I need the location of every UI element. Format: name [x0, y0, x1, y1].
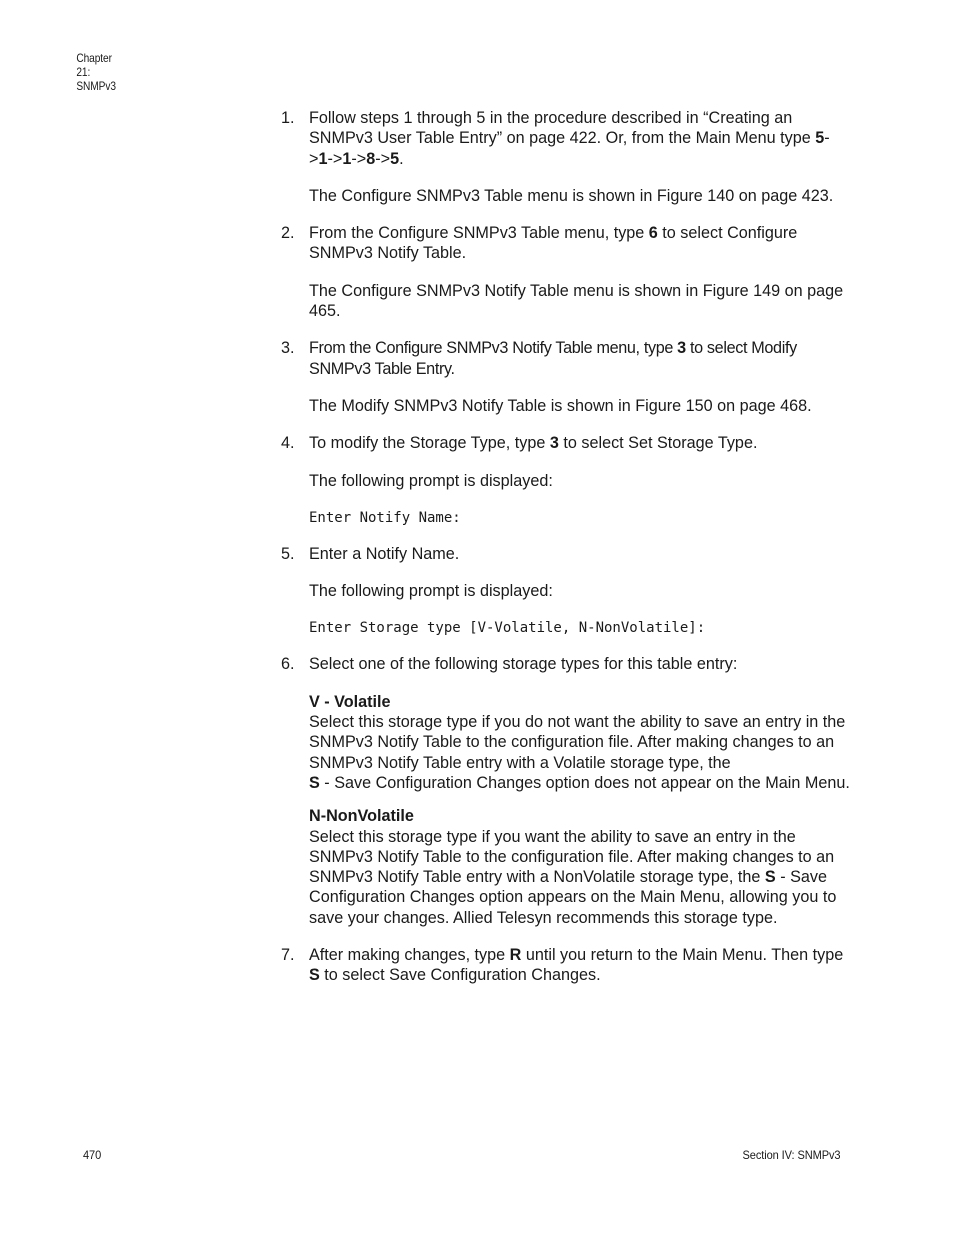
- console-prompt: Enter Storage type [V-Volatile, N-NonVolatile]:: [309, 620, 706, 637]
- option-nonvolatile: [309, 806, 851, 928]
- step-2: [281, 223, 851, 321]
- console-prompt: Enter Notify Name:: [309, 509, 461, 526]
- step-text: From the Configure SNMPv3 Table menu, type 6 to select Configure SNMPv3 Notify Table.: [309, 224, 798, 263]
- step-number: 4.: [281, 434, 295, 453]
- step-text: Follow steps 1 through 5 in the procedure described in “Creating an SNMPv3 User Table Entry” on page 422. Or, from the Main Menu type 5->1->1->8->5.: [309, 109, 830, 168]
- step-number: 3.: [281, 339, 295, 358]
- step-text: Select one of the following storage types for this table entry:: [309, 655, 738, 674]
- step-note: The following prompt is displayed:: [309, 582, 553, 601]
- chapter-title: Chapter 21: SNMPv3: [76, 51, 116, 93]
- step-5: [281, 544, 851, 639]
- step-number: 5.: [281, 544, 295, 563]
- option-description: Select this storage type if you want the ability to save an entry in the SNMPv3 Notify Table to the configuration file. After making changes to an SNMPv3 Notify Table entry with a NonVolatile storage type, the S - Save Configuration Changes option appears on the Main Menu, allowing you to save your changes. Allied Telesyn recommends this storage type.: [309, 827, 837, 927]
- procedure-steps: [281, 108, 851, 1003]
- step-note: The Modify SNMPv3 Notify Table is shown in Figure 150 on page 468.: [309, 396, 812, 415]
- page-number: 470: [83, 1148, 102, 1162]
- step-3: [281, 338, 851, 416]
- step-text: To modify the Storage Type, type 3 to select Set Storage Type.: [309, 434, 758, 453]
- step-6: [281, 654, 851, 928]
- step-text: After making changes, type R until you return to the Main Menu. Then type S to select Save Configuration Changes.: [309, 946, 844, 985]
- option-term: V - Volatile: [309, 692, 391, 711]
- step-note: The Configure SNMPv3 Table menu is shown in Figure 140 on page 423.: [309, 186, 834, 205]
- step-note: The following prompt is displayed:: [309, 471, 553, 490]
- step-number: 6.: [281, 655, 295, 674]
- step-number: 1.: [281, 109, 295, 127]
- section-title: Section IV: SNMPv3: [742, 1148, 840, 1162]
- option-volatile: [309, 692, 851, 793]
- step-7: [281, 945, 851, 986]
- option-description: Select this storage type if you do not want the ability to save an entry in the SNMPv3 Notify Table to the configuration file. After making changes to an SNMPv3 Notify Table entry with a Volatile storage type, the: [309, 713, 846, 772]
- step-number: 7.: [281, 946, 295, 965]
- step-number: 2.: [281, 224, 295, 243]
- option-term: N-NonVolatile: [309, 807, 414, 826]
- step-1: [281, 108, 851, 206]
- step-4: [281, 433, 851, 528]
- step-text: Enter a Notify Name.: [309, 544, 460, 563]
- option-description-cont: S - Save Configuration Changes option does not appear on the Main Menu.: [309, 773, 850, 792]
- step-note: The Configure SNMPv3 Notify Table menu is shown in Figure 149 on page 465.: [309, 281, 844, 321]
- step-text: From the Configure SNMPv3 Notify Table menu, type 3 to select Modify SNMPv3 Table Entry.: [309, 339, 797, 378]
